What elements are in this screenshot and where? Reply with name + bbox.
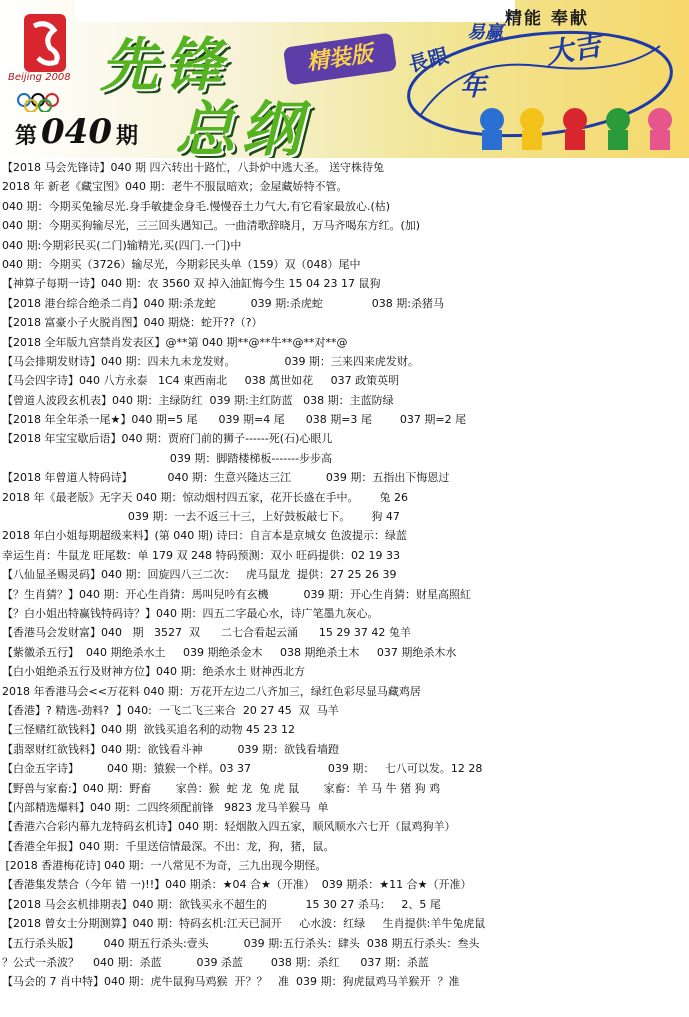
- content-line: 【2018 全年版九宫禁肖发表区】@**第 040 期**@**牛**@**对**@: [2, 335, 348, 349]
- content-line: ？公式一杀波？ 040 期：杀蓝 039 杀蓝 038 期：杀红 037 期：杀蓝: [2, 956, 429, 970]
- content-line: 2018 年白小姐每期超级来料】(第 040 期) 诗曰：自言本是京城女 色波提示：绿蓝: [2, 529, 408, 543]
- content-line: 【2018 曾女士分期测算】040 期：特码玄机:江天已洞开 心水波：红绿 生肖提供:羊牛兔虎鼠: [2, 917, 486, 931]
- brand-slogan: 精能 奉献: [505, 9, 589, 29]
- title-line-2: 总纲: [175, 95, 307, 158]
- mascots-icon: [470, 98, 685, 154]
- content-line: 【神算子每期一诗】040 期：农 3560 双 掉入油缸悔今生 15 04 23 17 鼠狗: [2, 277, 381, 291]
- content-line: 039 期：一去不返三十三，上好鼓板敲七下。 狗 47: [2, 510, 400, 524]
- edition-badge: 精装版: [283, 33, 397, 86]
- content-line: 040 期:今期彩民买(二门)输精光,买(四门.一门)中: [2, 238, 242, 252]
- content-line: 【马会的 7 肖中特】040 期：虎牛鼠狗马鸡猴 开？？ 准 039 期：狗虎鼠鸡马羊猴开 ？准: [2, 975, 460, 989]
- slogan-follow: 長跟: [405, 43, 451, 77]
- content-line: 【白小姐绝杀五行及财神方位】040 期：绝杀水土 财神西北方: [2, 665, 305, 679]
- content-line: 【八仙显圣赐灵码】040 期：回旋四八三二次： 虎马鼠龙 提供：27 25 26 39: [2, 568, 397, 582]
- content-line: 【2018 马会玄机排期表】040 期：欲钱买永不超生的 15 30 27 杀马： 2、5 尾: [2, 897, 441, 911]
- issue-prefix: 第: [15, 123, 38, 149]
- content-line: 【？生肖猜？】040 期：开心生肖猜：馬叫兒吟有玄機 039 期：开心生肖猜：财星高照紅: [2, 587, 471, 601]
- content-line: 【翡翠财红欲钱料】040 期：欲钱看斗神 039 期：欲钱看墙蹬: [2, 742, 339, 756]
- content-line: 【2018 年宝宝歇后语】040 期：贾府门前的狮子------死(石)心眼儿: [2, 432, 333, 446]
- content-line: 【马会四字诗】040 八方永泰 1C4 東西南北 038 萬世如花 037 政策英明: [2, 374, 400, 388]
- content-line: 2018 年香港马会<<万花料 040 期：万花开左边二八齐加三，绿红色彩尽显马藏鸡居: [2, 684, 421, 698]
- content-line: 【2018 马会先锋诗】040 期 四六转出十路忙，八卦炉中逃大圣。 送守株待兔: [2, 161, 384, 174]
- slogan-big-luck: 大吉: [542, 28, 604, 71]
- content-line: 【白金五字诗】 040 期：猿猴一个样。03 37 039 期： 七八可以发。12 28: [2, 762, 483, 776]
- title-line-1: 先锋: [100, 31, 229, 99]
- header-banner: [0, 0, 689, 158]
- content-line: 【2018 年曾道人特码诗】 040 期：生意兴隆达三江 039 期：五指出下悔恩过: [2, 471, 450, 485]
- content-line: 【2018 年全年杀一尾★】040 期=5 尾 039 期=4 尾 038 期=3 尾 037 期=2 尾: [2, 413, 467, 427]
- content-line: 2018 年 新老《藏宝图》040 期：老牛不服鼠暗欢；金屋藏娇特不管。: [2, 180, 348, 194]
- content-line: 039 期：脚踏楼梯板-------步步高: [2, 451, 333, 465]
- olympic-logo-icon: [8, 12, 90, 112]
- content-line: 【？白小姐出特赢钱特码诗？】040 期：四五二字最心水，诗广笔墨九灰心。: [2, 606, 379, 620]
- content-lines: [0, 158, 689, 992]
- content-line: 【内部精选爆料】040 期：二四终须配前锋 9823 龙马羊猴马 单: [2, 800, 329, 814]
- olympic-logo-text: Beijing 2008: [8, 72, 71, 83]
- content-line: 【香港六合彩内幕九龙特码玄机诗】040 期：轻烟散入四五家，顺风顺水六七开（鼠鸡狗羊）: [2, 820, 456, 834]
- content-line: 【马会排期发财诗】040 期：四未九未龙发财。 039 期：三来四来虎发财。: [2, 354, 419, 368]
- content-line: [2018 香港梅花诗] 040 期：一八常见不为奇，三九出现今期怪。: [2, 859, 327, 873]
- content-line: 【紫徽杀五行】 040 期绝杀水土 039 期绝杀金木 038 期绝杀土木 037 期绝杀木水: [2, 645, 457, 659]
- content-line: 040 期：今期买（3726）输尽光，今期彩民头单（159）双（048）尾中: [2, 257, 361, 271]
- content-line: 【香港马会发财富】040 期 3527 双 二七合看起云涌 15 29 37 42 兔羊: [2, 626, 411, 640]
- content-line: 【五行杀头版】 040 期五行杀头:壹头 039 期:五行杀头：肆头 038 期五行杀头：叁头: [2, 936, 480, 950]
- content-line: 2018 年《最老版》无字天 040 期：惊动烟村四五家，花开长盛在手中。 兔 26: [2, 490, 408, 504]
- content-line: 040 期：今期买兔输尽光.身手敏捷金身毛.慢慢吞土力气大,有它看家最放心.(枯): [2, 199, 391, 213]
- issue-label: [15, 112, 138, 152]
- content-line: 幸运生肖：牛鼠龙 旺尾数：单 179 双 248 特码预测：双小 旺码提供：02 19 33: [2, 548, 400, 562]
- issue-suffix: 期: [116, 123, 139, 149]
- content-line: 【2018 港台综合绝杀二肖】040 期:杀龙蛇 039 期:杀虎蛇 038 期:杀猪马: [2, 296, 445, 310]
- seal-text: 易赢: [467, 22, 503, 43]
- issue-number: 040: [41, 112, 112, 152]
- content-line: 040 期：今期买狗输尽光，三三回头遇知己。一曲清歌辞晓月，万马齐喝东方红。(加): [2, 219, 421, 233]
- slogan-year: 年: [460, 72, 487, 102]
- content-line: 【香港全年报】040 期：千里送信情最深。不出：龙，狗，猪，鼠。: [2, 839, 335, 853]
- content-line: 【曾道人波段玄机表】040 期：主绿防红 039 期:主红防蓝 038 期：主蓝防绿: [2, 393, 394, 407]
- content-line: 【香港集发禁合（今年 错 一)!!】040 期杀：★04 合★（开准） 039 期杀：★11 合★（开准）: [2, 878, 472, 892]
- content-line: 【三怪赌红欲钱料】040 期 欲钱买追名利的动物 45 23 12: [2, 723, 295, 737]
- content-line: 【香港】? 精选-劲料? 】040: 一飞二飞三来合 20 27 45 双 马羊: [2, 703, 339, 717]
- content-line: 【野兽与家畜:】040 期：野畜 家兽：猴 蛇 龙 兔 虎 鼠 家畜：羊 马 牛 猪 狗 鸡: [2, 781, 441, 795]
- content-line: 【2018 富豪小子火脱肖图】040 期烧：蛇开??（?）: [2, 316, 263, 330]
